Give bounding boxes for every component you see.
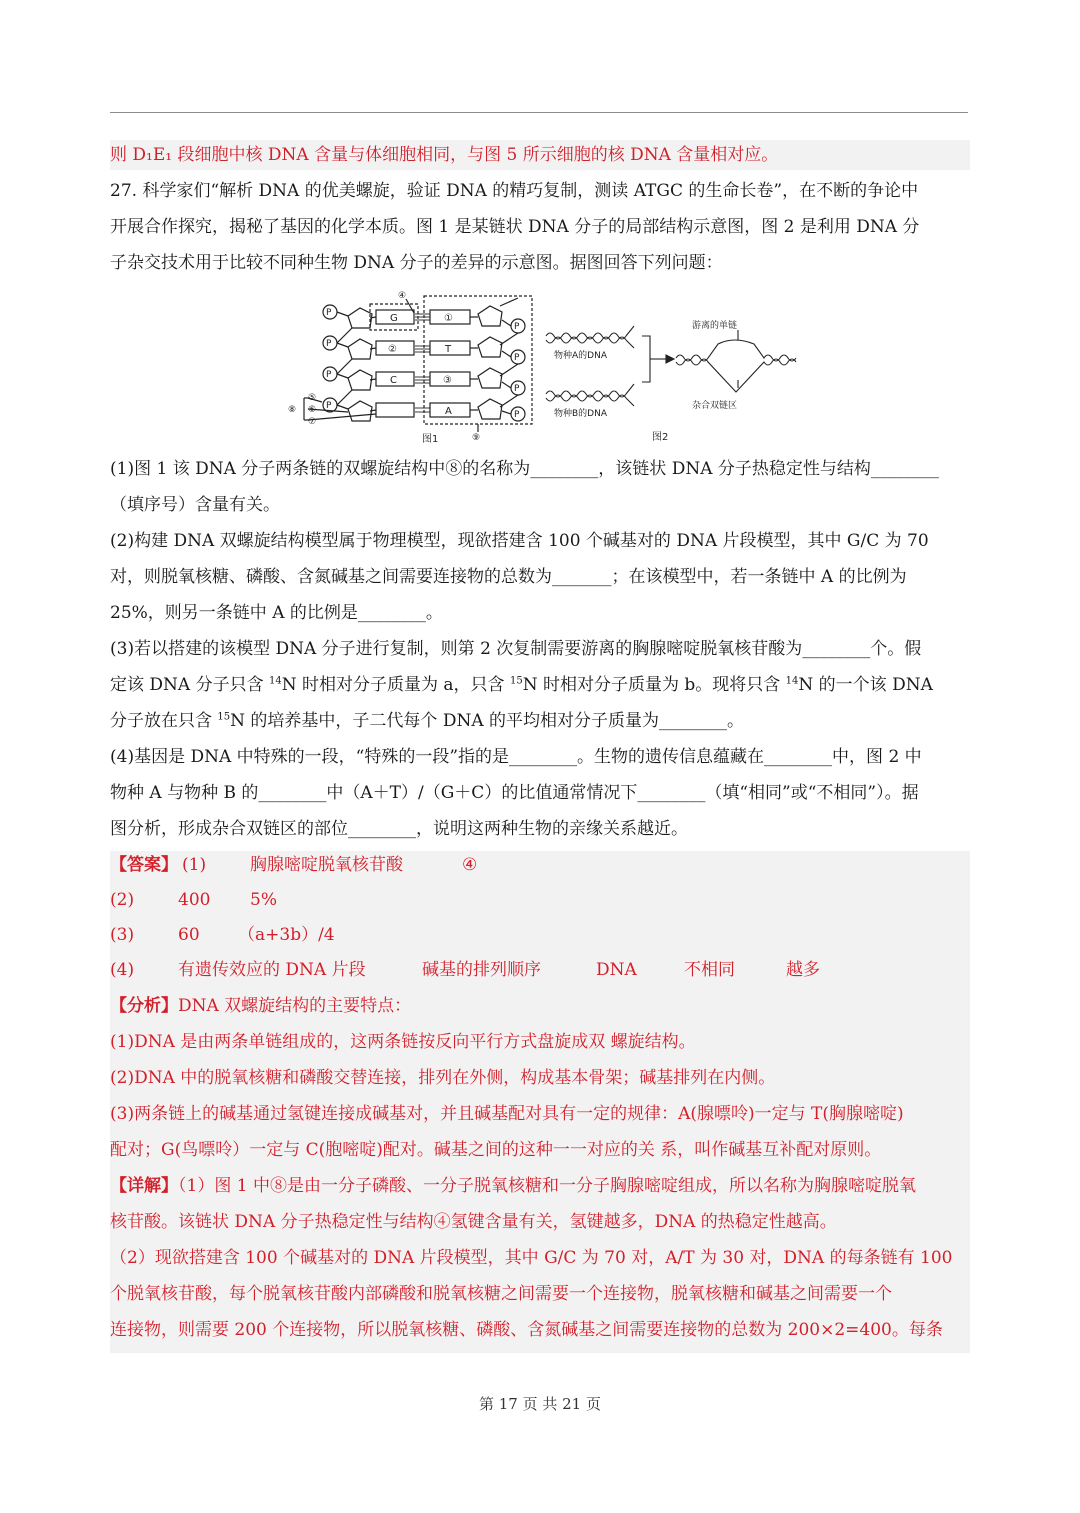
answer-label: 【答案】 bbox=[110, 855, 178, 875]
phosphate-label: P bbox=[326, 308, 332, 318]
base-label: T bbox=[445, 344, 452, 355]
analysis-point-3-cont: 配对；G(鸟嘌呤）一定与 C(胞嘧啶)配对。碱基之间的这种一一对应的关 系，叫作碱基互补配对原则。 bbox=[110, 1140, 882, 1160]
deoxyribose-icon bbox=[348, 308, 372, 328]
question-1-line-1: (1)图 1 该 DNA 分子两条链的双螺旋结构中⑧的名称为________，该链状 DNA 分子热稳定性与结构________ bbox=[110, 459, 939, 479]
question-2-line-2: 对，则脱氧核糖、磷酸、含氮碱基之间需要连接物的总数为_______；在该模型中，若一条链中 A 的比例为 bbox=[110, 567, 907, 587]
label-6: ⑥ bbox=[308, 405, 317, 415]
detail-line-3: （2）现欲搭建含 100 个碱基对的 DNA 片段模型，其中 G/C 为 70 对，A/T 为 30 对，DNA 的每条链有 100 bbox=[110, 1248, 953, 1268]
label-5: ⑤ bbox=[308, 393, 317, 403]
hybrid-label: 杂合双链区 bbox=[692, 401, 738, 411]
phosphate-label: P bbox=[326, 339, 332, 349]
deoxyribose-icon bbox=[348, 339, 372, 359]
analysis-point-3: (3)两条链上的碱基通过氢键连接成碱基对，并且碱基配对具有一定的规律：A(腺嘌呤)一定与 T(胸腺嘧啶) bbox=[110, 1104, 904, 1124]
base-label: ② bbox=[388, 344, 397, 355]
base-label: ① bbox=[444, 313, 453, 324]
phosphate-label: P bbox=[514, 353, 520, 363]
deoxyribose-icon bbox=[478, 399, 502, 419]
question-1-line-2: （填序号）含量有关。 bbox=[110, 495, 280, 515]
deoxyribose-icon bbox=[478, 368, 502, 388]
question-4-line-1: (4)基因是 DNA 中特殊的一段，“特殊的一段”指的是________。生物的遗传信息蕴藏在________中，图 2 中 bbox=[110, 747, 922, 767]
question-3-line-2: 定该 DNA 分子只含 $^{14}$N 时相对分子质量为 a，只含 $^{15}$N 时相对分子质量为 b。现将只含 $^{14}$N 的一个该 DNA bbox=[110, 675, 933, 695]
base-label: G bbox=[390, 313, 398, 324]
base-label: ③ bbox=[443, 375, 452, 386]
page-footer: 第 17 页 共 21 页 bbox=[478, 1395, 601, 1413]
species-a-label: 物种A的DNA bbox=[554, 351, 607, 361]
analysis-heading: 【分析】DNA 双螺旋结构的主要特点： bbox=[110, 996, 412, 1016]
question-4-line-2: 物种 A 与物种 B 的________中（A＋T）/（G＋C）的比值通常情况下________（填“相同”或“不相同”）。据 bbox=[110, 783, 919, 803]
question-3-line-3: 分子放在只含 $^{15}$N 的培养基中，子二代每个 DNA 的平均相对分子质量为________。 bbox=[110, 711, 745, 731]
deoxyribose-icon bbox=[478, 306, 502, 326]
phosphate-label: P bbox=[514, 384, 520, 394]
phosphate-label: P bbox=[514, 410, 520, 420]
figure-1-dna-structure bbox=[282, 286, 542, 446]
label-4: ④ bbox=[398, 291, 407, 301]
phosphate-label: P bbox=[326, 401, 332, 411]
question-2-line-3: 25%，则另一条链中 A 的比例是________。 bbox=[110, 603, 443, 623]
figure-2-dna-hybridization bbox=[542, 310, 802, 446]
detail-line-5: 连接物，则需要 200 个连接物，所以脱氧核糖、磷酸、含氮碱基之间需要连接物的总数为 200×2=400。每条 bbox=[110, 1320, 943, 1340]
figure-1-caption: 图1 bbox=[422, 434, 439, 445]
free-strand-label: 游离的单链 bbox=[692, 321, 738, 331]
continuation-line: 则 D₁E₁ 段细胞中核 DNA 含量与体细胞相同，与图 5 所示细胞的核 DNA 含量相对应。 bbox=[110, 145, 779, 165]
deoxyribose-icon bbox=[478, 337, 502, 357]
question-2-line-1: (2)构建 DNA 双螺旋结构模型属于物理模型，现欲搭建含 100 个碱基对的 DNA 片段模型，其中 G/C 为 70 bbox=[110, 531, 929, 551]
detail-line-1: 【详解】（1）图 1 中⑧是由一分子磷酸、一分子脱氧核糖和一分子胸腺嘧啶组成，所以名称为胸腺嘧啶脱氧 bbox=[110, 1176, 916, 1196]
question-3-line-1: (3)若以搭建的该模型 DNA 分子进行复制，则第 2 次复制需要游离的胸腺嘧啶脱氧核苷酸为________个。假 bbox=[110, 639, 922, 659]
question-4-line-3: 图分析，形成杂合双链区的部位________，说明这两种生物的亲缘关系越近。 bbox=[110, 819, 688, 839]
analysis-point-1: (1)DNA 是由两条单链组成的，这两条链按反向平行方式盘旋成双 螺旋结构。 bbox=[110, 1032, 696, 1052]
question-intro-2: 开展合作探究，揭秘了基因的化学本质。图 1 是某链状 DNA 分子的局部结构示意图，图 2 是利用 DNA 分 bbox=[110, 217, 920, 237]
deoxyribose-icon bbox=[348, 401, 372, 421]
analysis-point-2: (2)DNA 中的脱氧核糖和磷酸交替连接，排列在外侧，构成基本骨架；碱基排列在内侧。 bbox=[110, 1068, 776, 1088]
label-7: ⑦ bbox=[308, 417, 317, 427]
deoxyribose-icon bbox=[348, 370, 372, 390]
header-rule bbox=[110, 112, 968, 113]
base-label: A bbox=[445, 406, 452, 417]
detail-line-4: 个脱氧核苷酸，每个脱氧核苷酸内部磷酸和脱氧核糖之间需要一个连接物，脱氧核糖和碱基之间需要一个 bbox=[110, 1284, 892, 1304]
phosphate-label: P bbox=[326, 370, 332, 380]
label-8: ⑧ bbox=[288, 405, 297, 415]
figure-2-caption: 图2 bbox=[652, 432, 669, 443]
phosphate-label: P bbox=[514, 322, 520, 332]
species-b-label: 物种B的DNA bbox=[554, 409, 607, 419]
base-label: C bbox=[390, 375, 397, 386]
label-9: ⑨ bbox=[472, 433, 481, 443]
detail-line-2: 核苷酸。该链状 DNA 分子热稳定性与结构④氢键含量有关，氢键越多，DNA 的热稳定性越高。 bbox=[110, 1212, 837, 1232]
question-intro-3: 子杂交技术用于比较不同种生物 DNA 分子的差异的示意图。据图回答下列问题： bbox=[110, 253, 723, 273]
question-intro-1: 27. 科学家们“解析 DNA 的优美螺旋，验证 DNA 的精巧复制，测读 ATGC 的生命长卷”，在不断的争论中 bbox=[110, 181, 919, 201]
